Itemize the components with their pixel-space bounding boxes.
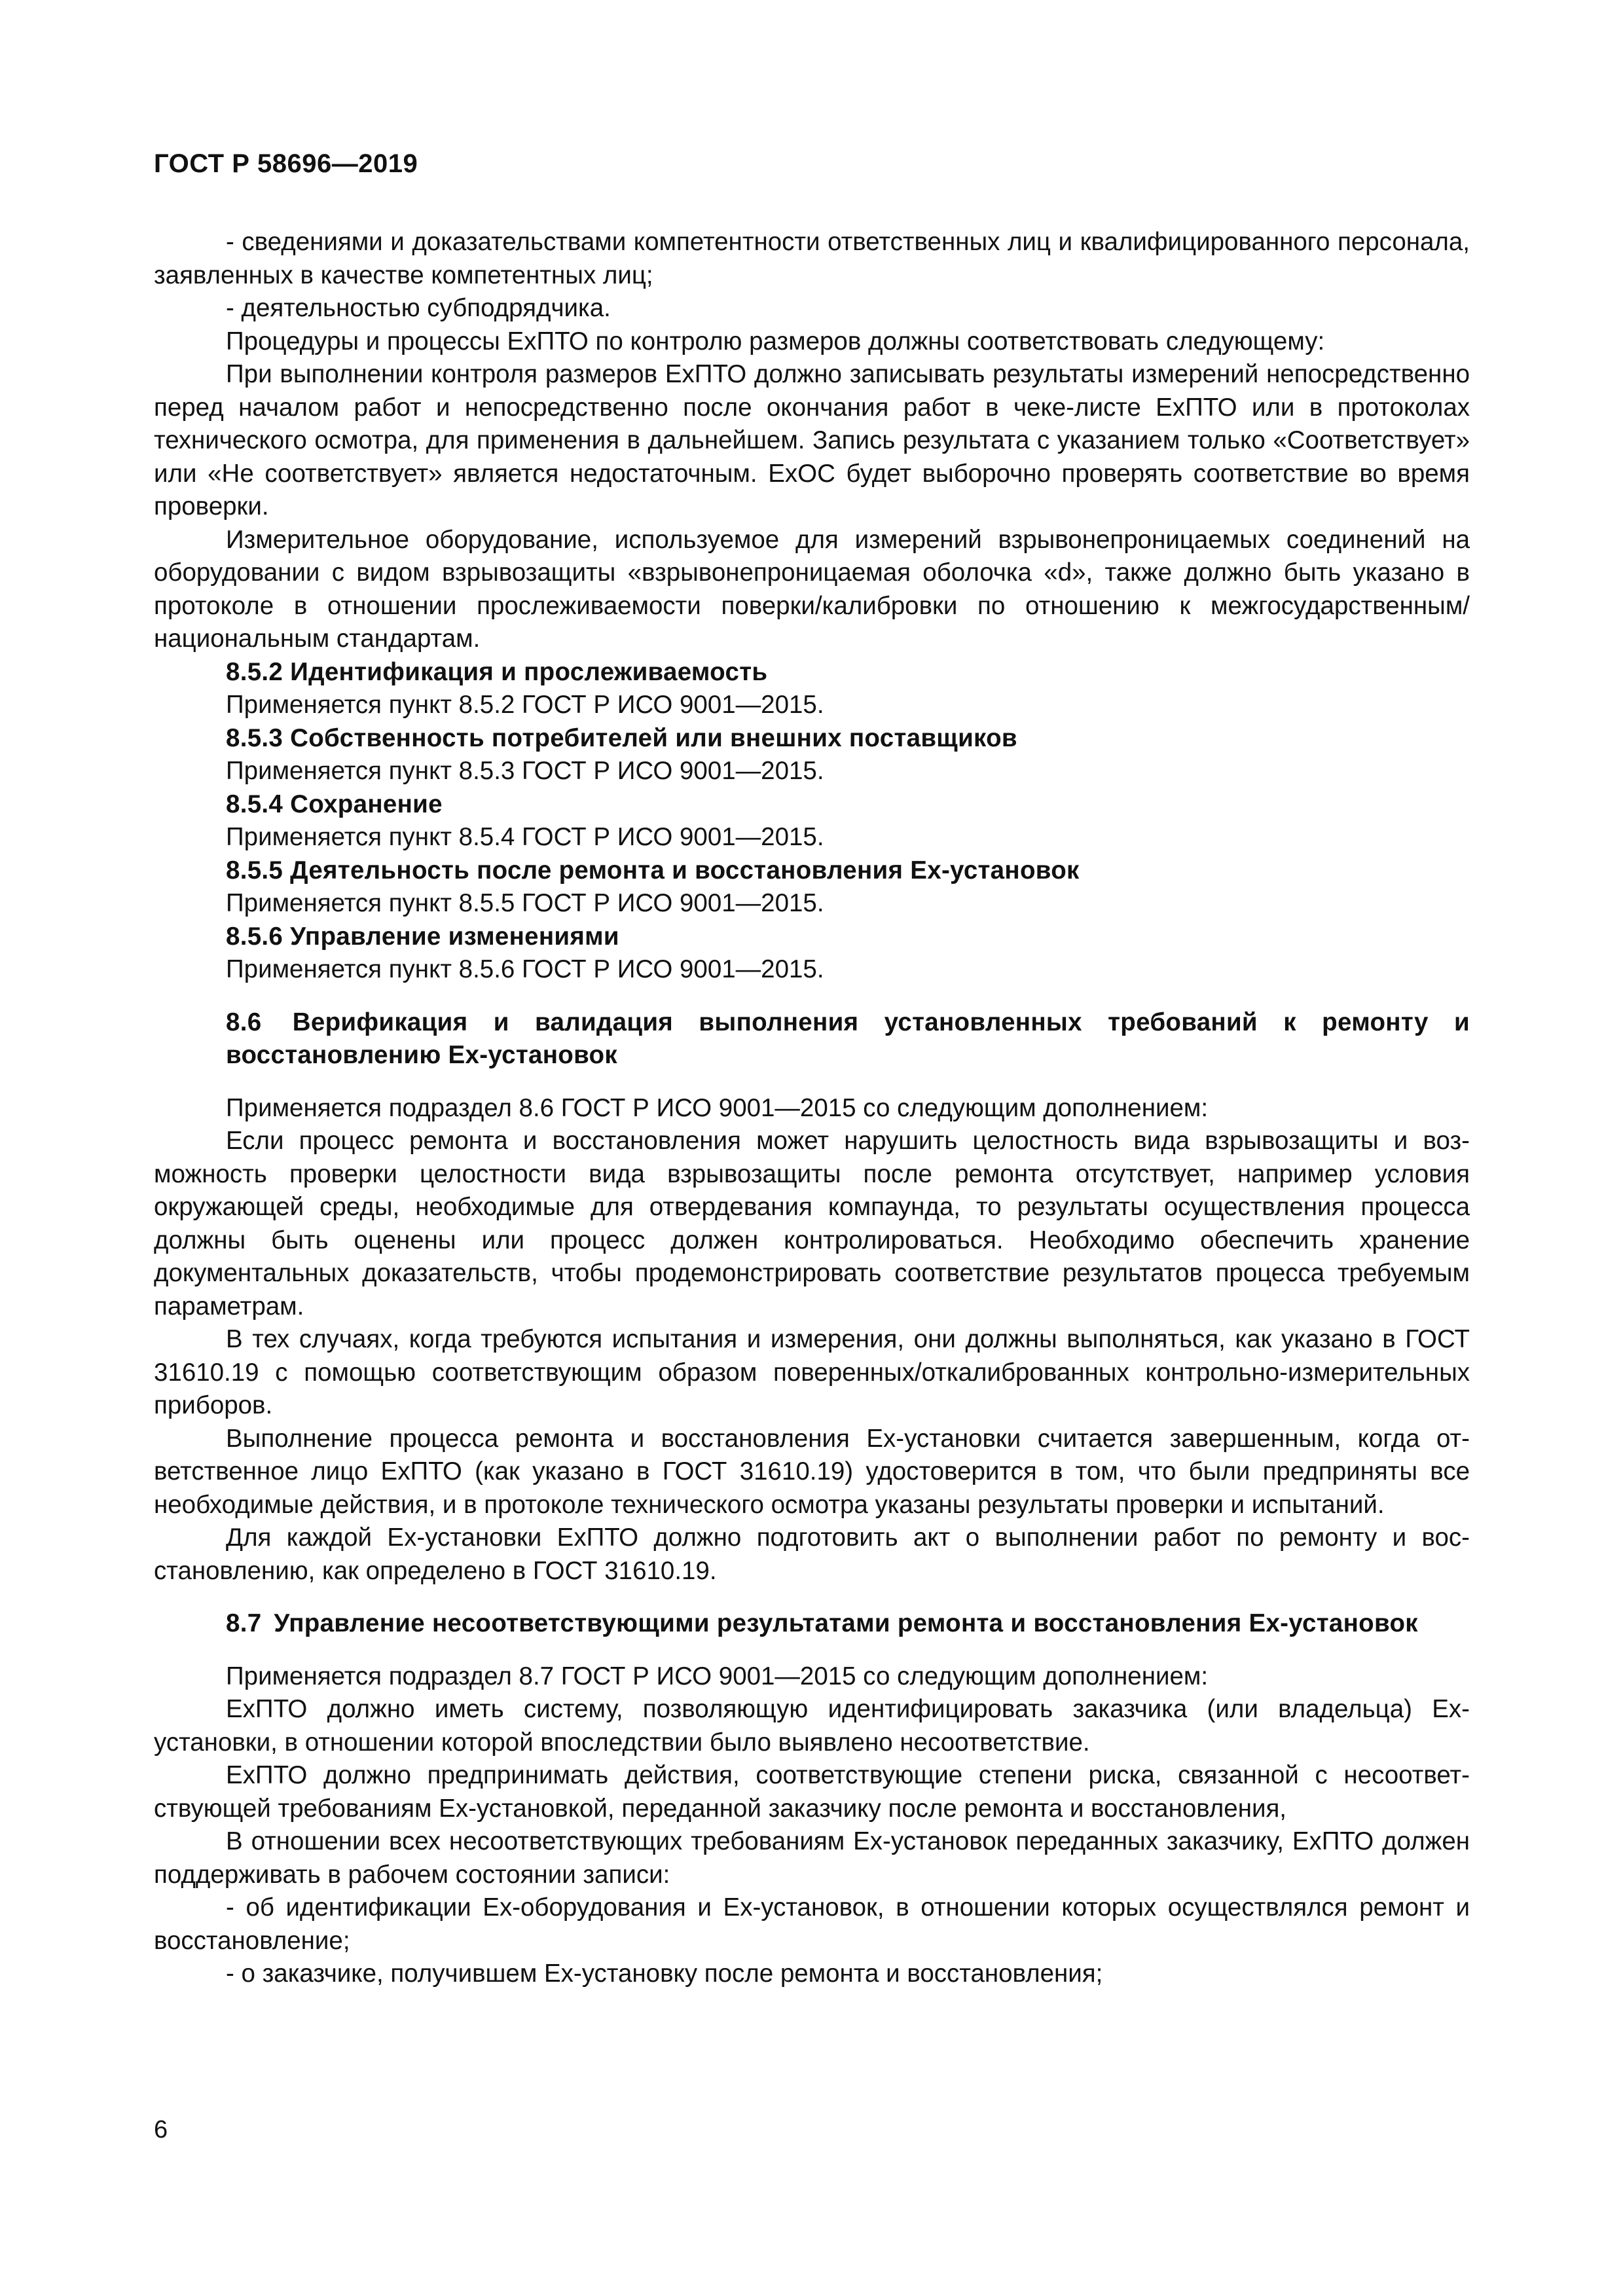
subsection-heading-8-5-4: 8.5.4 Сохранение bbox=[226, 790, 443, 818]
paragraph: Процедуры и процессы ExПТО по контролю размеров должны соответствовать следующему: bbox=[226, 327, 1325, 355]
section-number: 8.7 bbox=[226, 1609, 262, 1637]
document-header: ГОСТ Р 58696—2019 bbox=[154, 149, 418, 178]
paragraph: Применяется подраздел 8.6 ГОСТ Р ИСО 9001—2015 со следующим дополнением: bbox=[226, 1093, 1209, 1122]
section-number: 8.6 bbox=[226, 1008, 262, 1036]
paragraph: Для каждой Ex-установки ExПТО должно подготовить акт о выполнении работ по ремонту и восстановлению, как определено в ГОСТ 31610.19. bbox=[154, 1523, 1470, 1585]
paragraph: ExПТО должно предпринимать действия, соответствующие степени риска, связанной с несоответствующей требованиям Ex-установкой, переданной заказчику после ремонта и восстановления, bbox=[154, 1761, 1470, 1823]
paragraph: Если процесс ремонта и восстановления может нарушить целостность вида взрывозащиты и возможность проверки целостности вида взрывозащиты после ремонта отсутствует, например условия окружающей среды, необходимые для отвердевания компаунда, то результаты осуществления процесса должны быть оценены или процесс должен контролироваться. Необходимо обеспечить хранение документальных доказательств, чтобы продемонстрировать соответствие результатов процесса требуемым параметрам. bbox=[154, 1127, 1470, 1321]
section-title: Управление несоответствующими результатами ремонта и восстановления Ex-установок bbox=[274, 1609, 1418, 1637]
paragraph: Измерительное оборудование, используемое для измерений взрывонепроницаемых соединений на оборудовании с видом взрывозащиты «взрывонепроницаемая оболочка «d», также должно быть указано в протоколе в отношении прослеживаемости поверки/калибровки по отношению к межгосударственным/национальным стандартам. bbox=[154, 525, 1470, 653]
paragraph: Применяется пункт 8.5.5 ГОСТ Р ИСО 9001—2015. bbox=[226, 889, 824, 917]
paragraph: Применяется подраздел 8.7 ГОСТ Р ИСО 9001—2015 со следующим дополнением: bbox=[226, 1662, 1209, 1690]
paragraph: Применяется пункт 8.5.2 ГОСТ Р ИСО 9001—2015. bbox=[226, 691, 824, 719]
paragraph: - о заказчике, получившем Ex-установку после ремонта и восстановления; bbox=[226, 1959, 1103, 1988]
paragraph: В отношении всех несоответствующих требованиям Ex-установок переданных заказчику, ExПТО должен поддерживать в рабочем состоянии записи: bbox=[154, 1827, 1470, 1889]
section-heading-8-6 bbox=[154, 1006, 1470, 1072]
section-heading-8-7 bbox=[154, 1607, 1470, 1641]
document-body bbox=[154, 226, 1470, 1991]
page-number: 6 bbox=[154, 2116, 168, 2143]
section-title: Верификация и валидация выполнения установленных требований к ремонту и восстановлению Ex-установок bbox=[226, 1008, 1470, 1069]
paragraph: Выполнение процесса ремонта и восстановления Ex-установки считается завершенным, когда ответственное лицо ExПТО (как указано в ГОСТ 31610.19) удостоверится в том, что были предприняты все необходимые действия, и в протоколе технического осмотра указаны результаты проверки и испытаний. bbox=[154, 1424, 1470, 1519]
paragraph: При выполнении контроля размеров ExПТО должно записывать результаты измерений непосредственно перед началом работ и непосредственно после окончания работ в чеке-листе ExПТО или в протоколах технического осмотра, для применения в дальнейшем. Запись результата с указанием только «Соответствует» или «Не соответствует» является недостаточным. ExОС будет выборочно проверять соответствие во время проверки. bbox=[154, 360, 1470, 520]
paragraph: В тех случаях, когда требуются испытания и измерения, они должны выполняться, как указано в ГОСТ 31610.19 с помощью соответствующим образом поверенных/откалиброванных контрольно-измерительных приборов. bbox=[154, 1325, 1470, 1419]
paragraph: - об идентификации Ex-оборудования и Ex-установок, в отношении которых осуществлялся ремонт и восстановление; bbox=[154, 1893, 1470, 1955]
paragraph: - сведениями и доказательствами компетентности ответственных лиц и квалифицированного персонала, заявленных в качестве компетентных лиц; bbox=[154, 228, 1470, 289]
paragraph: ExПТО должно иметь систему, позволяющую идентифицировать заказчика (или владельца) Ex-установки, в отношении которой впоследствии было выявлено несоответствие. bbox=[154, 1695, 1470, 1757]
paragraph: Применяется пункт 8.5.4 ГОСТ Р ИСО 9001—2015. bbox=[226, 823, 824, 851]
paragraph: Применяется пункт 8.5.6 ГОСТ Р ИСО 9001—2015. bbox=[226, 955, 824, 983]
subsection-heading-8-5-5: 8.5.5 Деятельность после ремонта и восстановления Ex-установок bbox=[226, 856, 1080, 884]
subsection-heading-8-5-3: 8.5.3 Собственность потребителей или внешних поставщиков bbox=[226, 723, 1017, 752]
subsection-heading-8-5-6: 8.5.6 Управление изменениями bbox=[226, 922, 619, 951]
paragraph: Применяется пункт 8.5.3 ГОСТ Р ИСО 9001—2015. bbox=[226, 757, 824, 785]
subsection-heading-8-5-2: 8.5.2 Идентификация и прослеживаемость bbox=[226, 657, 768, 686]
paragraph: - деятельностью субподрядчика. bbox=[226, 294, 611, 322]
